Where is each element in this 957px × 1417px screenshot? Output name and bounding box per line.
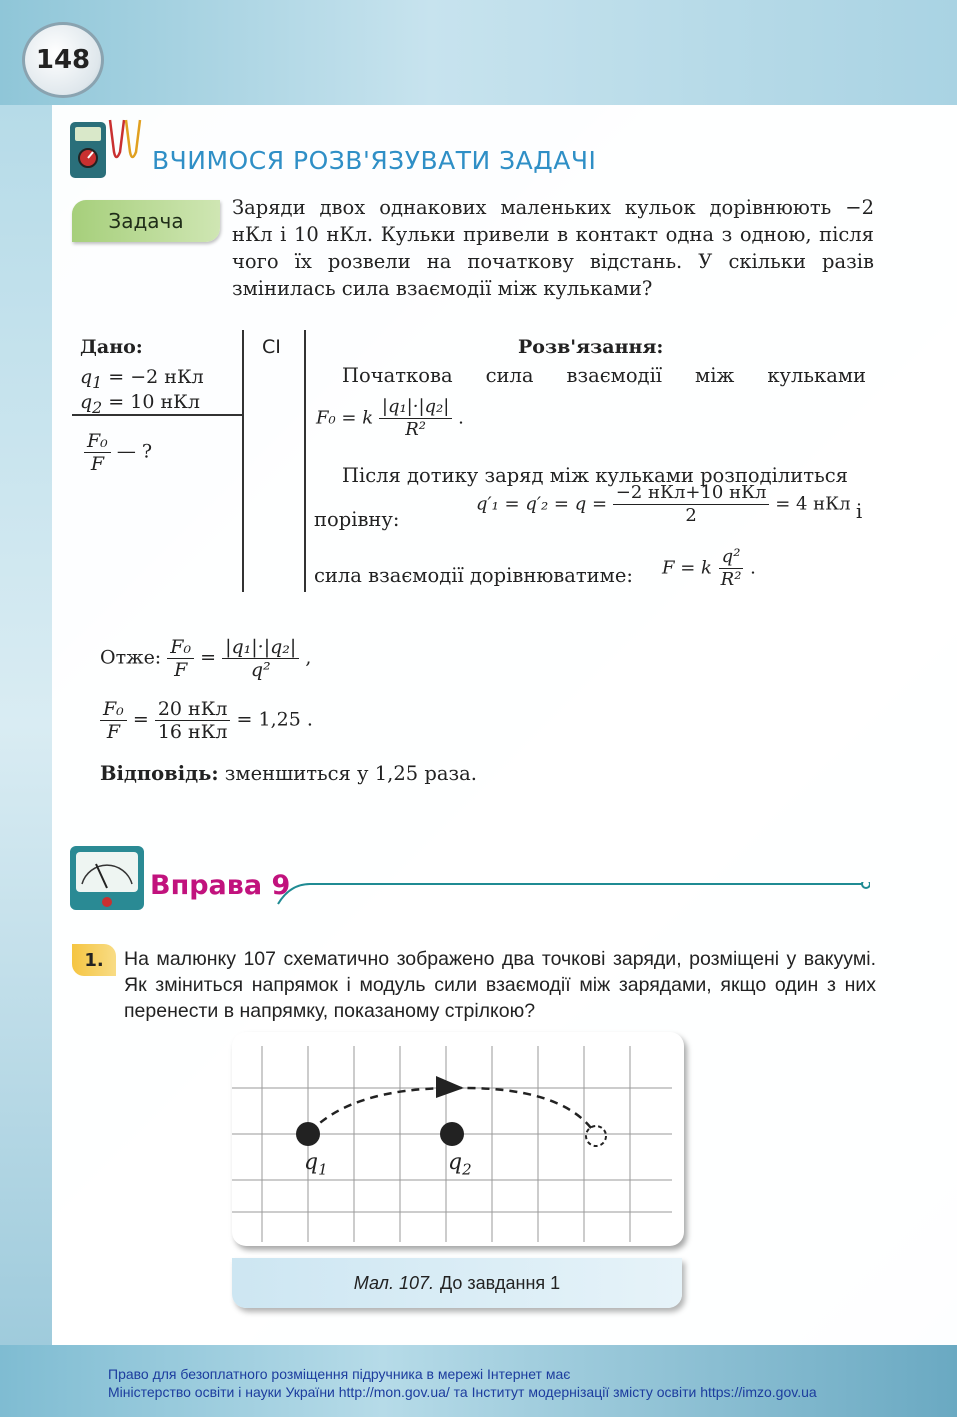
calc-den: 16 нКл xyxy=(157,721,228,743)
q1-fig-sub: 1 xyxy=(318,1160,328,1179)
page-number: 148 xyxy=(22,22,104,98)
section-title: ВЧИМОСЯ РОЗВ'ЯЗУВАТИ ЗАДАЧІ xyxy=(152,146,597,175)
caption-text: До завдання 1 xyxy=(440,1272,561,1293)
calc-line xyxy=(100,698,313,743)
therefore-word: Отже: xyxy=(100,646,162,669)
and-word: і xyxy=(856,500,863,523)
task-badge: Задача xyxy=(72,200,220,242)
q-den: 2 xyxy=(685,505,697,526)
calc-left-den: F xyxy=(106,721,120,743)
f0-lhs: F₀ = k xyxy=(316,407,374,429)
calc-result: = 1,25 . xyxy=(236,708,313,731)
q2-value: = 10 нКл xyxy=(102,391,200,413)
q-lhs: q′₁ = q′₂ = q = xyxy=(476,493,608,515)
multimeter-icon xyxy=(68,118,146,182)
ratio-rhs-num: |q₁|·|q₂| xyxy=(222,636,299,659)
calc-num: 20 нКл xyxy=(155,698,231,721)
voltmeter-icon xyxy=(68,844,146,916)
label-q2 xyxy=(448,1150,472,1178)
ratio-eq: = xyxy=(200,646,217,669)
task-text: Заряди двох однакових маленьких кульок дорівнюють −2 нКл і 10 нКл. Кульки привели в контакт одна з одною, після чого їх розвели на початкову відстань. У скільки разів змінилась сила взаємодії між кульками? xyxy=(232,196,874,300)
f-end: . xyxy=(750,557,756,579)
f0-den: R² xyxy=(405,419,426,440)
left-decor-band xyxy=(0,105,52,1345)
table-divider-2 xyxy=(304,330,306,592)
footer-line-1: Право для безоплатного розміщення підручника в мережі Інтернет має xyxy=(108,1366,571,1382)
ratio-fraction xyxy=(167,636,194,681)
given-find xyxy=(84,430,152,475)
formula-q xyxy=(476,482,851,527)
si-heading: СІ xyxy=(262,336,281,358)
q2-symbol: q xyxy=(80,391,93,413)
q1-symbol: q xyxy=(80,366,93,388)
ratio-end: , xyxy=(305,646,312,669)
answer-label: Відповідь: xyxy=(100,762,219,785)
footer-line-2: Міністерство освіти і науки України http://mon.gov.ua/ та Інститут модернізації змісту освіти https://imzo.gov.ua xyxy=(108,1384,817,1400)
calc-left-fraction xyxy=(100,698,127,743)
formula-f xyxy=(662,546,756,591)
q1-value: = −2 нКл xyxy=(102,366,204,388)
therefore-line xyxy=(100,636,311,681)
arrowhead xyxy=(436,1076,464,1098)
figure-107 xyxy=(232,1032,684,1246)
caption-label: Мал. 107. xyxy=(353,1272,434,1293)
charge-q2 xyxy=(440,1122,464,1146)
calc-left-num: F₀ xyxy=(100,698,127,721)
label-q1 xyxy=(304,1150,328,1178)
find-num: F₀ xyxy=(84,430,111,453)
find-den: F xyxy=(90,453,104,475)
solution-p1: Початкова сила взаємодії між кульками xyxy=(342,364,866,387)
f0-num: |q₁|·|q₂| xyxy=(379,396,452,419)
q1-subscript: 1 xyxy=(92,372,103,392)
f-fraction xyxy=(718,546,745,591)
ratio-num: F₀ xyxy=(167,636,194,659)
table-divider-1 xyxy=(242,330,244,592)
q1-fig-symbol: q xyxy=(304,1150,319,1175)
q2-fig-sub: 2 xyxy=(462,1160,472,1179)
charges-grid-figure xyxy=(232,1032,684,1246)
solution-p2: Після дотику заряд між кульками розподілиться порівну: xyxy=(314,464,848,531)
f-den: R² xyxy=(720,569,742,590)
q-fraction xyxy=(613,482,770,527)
q2-subscript: 2 xyxy=(92,397,103,417)
footer-notice xyxy=(108,1365,928,1401)
q-rhs: = 4 нКл xyxy=(775,493,851,515)
f0-fraction xyxy=(379,396,452,441)
f-num: q² xyxy=(719,546,744,569)
answer-line xyxy=(100,762,477,785)
calc-fraction xyxy=(155,698,231,743)
ratio-rhs-den: q² xyxy=(250,659,271,681)
f0-end: . xyxy=(458,407,464,429)
exercise-header-line xyxy=(150,882,870,906)
find-fraction xyxy=(84,430,111,475)
answer-text: зменшиться у 1,25 раза. xyxy=(218,762,477,785)
solution-heading: Розв'язання: xyxy=(518,336,664,358)
ratio-rhs-fraction xyxy=(222,636,299,681)
exercise-item-number: 1. xyxy=(72,944,116,976)
q2-fig-symbol: q xyxy=(448,1150,463,1175)
solution-p3: сила взаємодії дорівнюватиме: xyxy=(314,564,633,587)
exercise-title: Вправа 9 xyxy=(150,870,291,901)
charge-target-position xyxy=(586,1126,606,1146)
exercise-item-text: На малюнку 107 схематично зображено два точкові заряди, розміщені у вакуумі. Як зміниться напрямок і модуль сили взаємодії між зарядами, якщо один з них перенести в напрямку, показаному стрілкою? xyxy=(124,948,876,1022)
given-q1 xyxy=(80,366,204,392)
charge-q1 xyxy=(296,1122,320,1146)
q-num: −2 нКл+10 нКл xyxy=(613,482,770,505)
top-decor-band xyxy=(0,0,957,105)
given-heading: Дано: xyxy=(80,336,143,358)
ratio-den: F xyxy=(174,659,188,681)
calc-eq: = xyxy=(132,708,149,731)
figure-caption xyxy=(232,1258,682,1308)
formula-f0 xyxy=(316,396,464,441)
find-suffix: — ? xyxy=(110,440,153,463)
given-q2 xyxy=(80,391,200,417)
f-lhs: F = k xyxy=(662,557,712,579)
